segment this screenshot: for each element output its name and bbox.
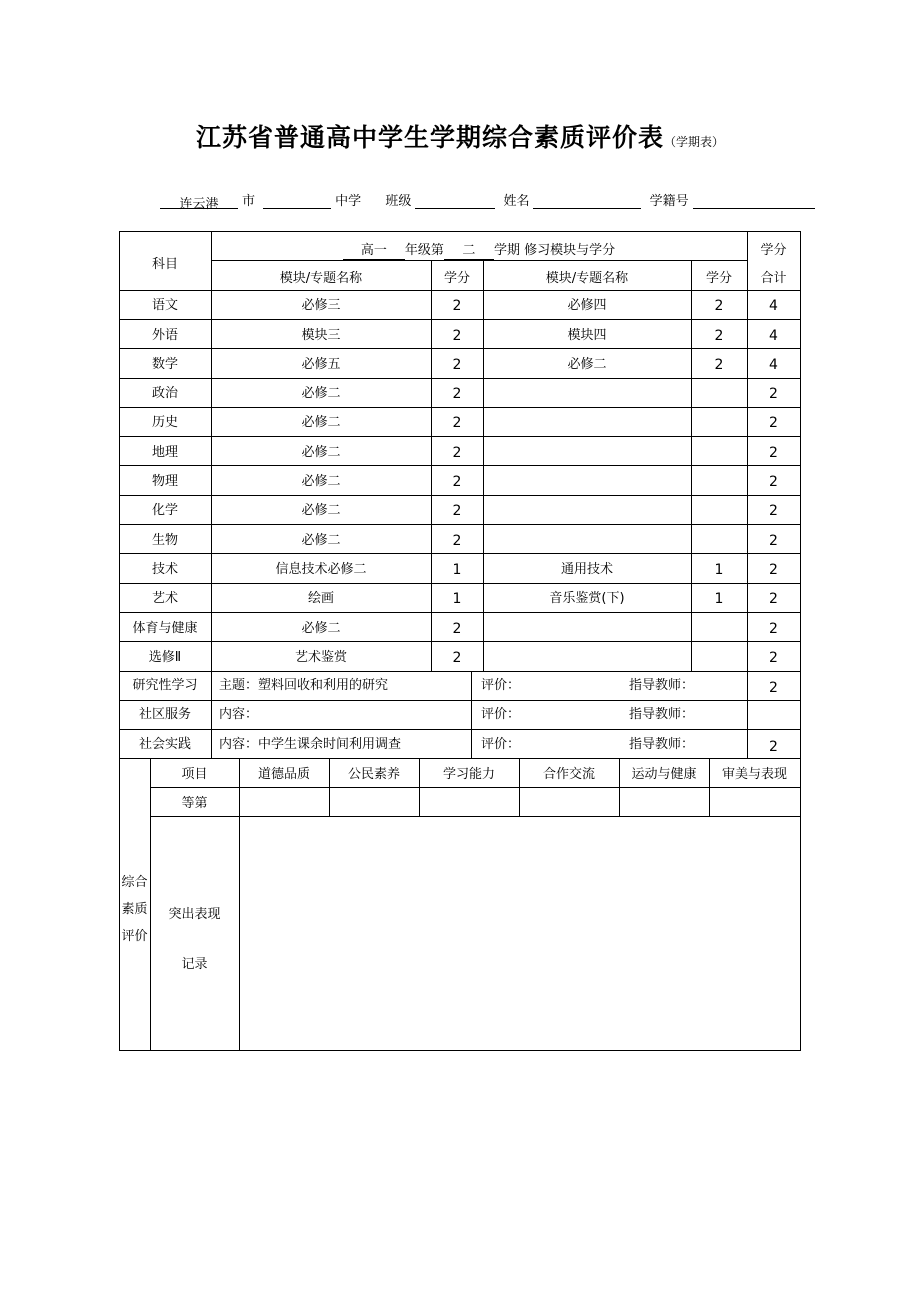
grid-line <box>119 378 801 379</box>
grade-cell[interactable] <box>330 788 418 815</box>
grid-line <box>119 319 801 320</box>
title-main: 江苏省普通高中学生学期综合素质评价表 <box>195 123 664 152</box>
credit-1: 2 <box>452 444 462 461</box>
class-field[interactable] <box>415 193 495 209</box>
activity-teacher: 指导教师： <box>629 736 695 752</box>
credit-total: 2 <box>769 444 778 461</box>
subject-name: 选修Ⅱ <box>148 649 182 665</box>
activity-evaluation: 评价： <box>481 707 521 723</box>
subject-name: 艺术 <box>151 591 178 607</box>
name-label: 姓名 <box>503 194 530 209</box>
class-label: 班级 <box>385 194 412 209</box>
credit-2: 2 <box>714 356 724 373</box>
subject-name: 历史 <box>151 415 178 431</box>
city-suffix: 市 <box>242 194 256 209</box>
header-total-line2: 合计 <box>760 271 787 286</box>
record-label-line2: 记录 <box>181 957 208 972</box>
module-1: 必修二 <box>301 386 341 402</box>
grid-line <box>119 524 801 525</box>
credit-1: 2 <box>452 415 462 432</box>
subject-name: 地理 <box>151 444 178 460</box>
subject-name: 外语 <box>151 327 178 343</box>
name-field[interactable] <box>533 193 641 209</box>
grid-line <box>471 671 472 760</box>
module-1: 必修二 <box>301 503 341 519</box>
header-module-name-2: 模块/专题名称 <box>545 271 629 286</box>
credit-total: 2 <box>769 386 778 403</box>
grid-line <box>119 495 801 496</box>
activity-teacher: 指导教师： <box>629 707 695 723</box>
activity-evaluation: 评价： <box>481 678 521 694</box>
module-1: 模块三 <box>301 327 341 343</box>
grade-text: 年级第 <box>404 243 444 258</box>
activity-content: 主题：塑料回收和利用的研究 <box>219 678 389 694</box>
credit-1: 2 <box>452 532 462 549</box>
header-total-line1: 学分 <box>760 243 787 258</box>
credit-2: 1 <box>714 561 724 578</box>
module-1: 必修二 <box>301 444 341 460</box>
grid-line <box>119 436 801 437</box>
module-1: 信息技术必修二 <box>275 561 367 577</box>
grade-cell[interactable] <box>620 788 708 815</box>
credit-1: 2 <box>452 327 462 344</box>
activity-evaluation: 评价： <box>481 736 521 752</box>
record-label-line1: 突出表现 <box>168 907 221 922</box>
student-id-field[interactable] <box>693 193 815 209</box>
header-credit-1: 学分 <box>443 271 470 286</box>
credit-total: 2 <box>769 415 778 432</box>
subject-name: 生物 <box>151 532 178 548</box>
term-text: 学期 修习模块与学分 <box>493 243 616 258</box>
module-1: 必修二 <box>301 474 341 490</box>
credit-total: 4 <box>769 298 778 315</box>
credit-1: 1 <box>452 591 462 608</box>
subject-name: 政治 <box>151 386 178 402</box>
module-1: 必修五 <box>301 356 341 372</box>
header-credit-2: 学分 <box>705 271 732 286</box>
item-label: 项目 <box>181 767 208 783</box>
credit-total: 2 <box>769 591 778 608</box>
grid-line <box>119 290 801 291</box>
evaluation-item: 运动与健康 <box>631 767 697 783</box>
credit-1: 2 <box>452 474 462 491</box>
activity-total: 2 <box>769 680 778 697</box>
activity-total: 2 <box>769 738 778 755</box>
credit-2: 2 <box>714 298 724 315</box>
evaluation-table <box>119 231 801 1051</box>
activity-teacher: 指导教师： <box>629 678 695 694</box>
grade-value[interactable]: 高一 <box>343 243 405 260</box>
module-1: 必修二 <box>301 532 341 548</box>
credit-total: 2 <box>769 649 778 666</box>
grid-line <box>119 407 801 408</box>
module-1: 绘画 <box>307 591 334 607</box>
grade-cell[interactable] <box>420 788 518 815</box>
grade-label: 等第 <box>181 796 208 812</box>
evaluation-item: 公民素养 <box>347 767 400 783</box>
table-border-bottom <box>119 1050 801 1051</box>
credit-total: 4 <box>769 356 778 373</box>
module-1: 必修二 <box>301 415 341 431</box>
grid-line <box>119 348 801 349</box>
grid-line <box>119 583 801 584</box>
activity-content: 内容：中学生课余时间利用调查 <box>219 736 402 752</box>
page-title <box>0 118 920 154</box>
module-1: 艺术鉴赏 <box>294 649 347 665</box>
credit-1: 2 <box>452 649 462 666</box>
module-2: 通用技术 <box>560 561 613 577</box>
grid-line <box>119 700 801 701</box>
record-area[interactable] <box>240 817 799 1049</box>
credit-total: 2 <box>769 474 778 491</box>
credit-total: 2 <box>769 620 778 637</box>
credit-1: 2 <box>452 386 462 403</box>
credit-total: 2 <box>769 532 778 549</box>
module-2: 必修四 <box>567 298 607 314</box>
header-subject: 科目 <box>151 257 178 272</box>
grade-cell[interactable] <box>240 788 328 815</box>
activity-name: 社会实践 <box>138 736 191 752</box>
grid-line <box>119 465 801 466</box>
module-1: 必修二 <box>301 620 341 636</box>
comprehensive-label-2: 素质 <box>121 902 148 917</box>
grid-line <box>119 729 801 730</box>
comprehensive-label-1: 综合 <box>121 875 148 890</box>
activity-name: 研究性学习 <box>132 678 198 694</box>
grid-line <box>119 671 801 672</box>
header-term-line <box>211 243 747 260</box>
table-border-top <box>119 231 801 232</box>
credit-1: 2 <box>452 620 462 637</box>
credit-total: 4 <box>769 327 778 344</box>
grid-line <box>211 260 748 261</box>
subject-name: 化学 <box>151 503 178 519</box>
credit-2: 2 <box>714 327 724 344</box>
credit-total: 2 <box>769 561 778 578</box>
school-field[interactable] <box>263 193 331 209</box>
subject-name: 技术 <box>151 561 178 577</box>
evaluation-item: 道德品质 <box>257 767 310 783</box>
school-suffix: 中学 <box>335 194 362 209</box>
subject-name: 数学 <box>151 356 178 372</box>
comprehensive-label-3: 评价 <box>121 929 148 944</box>
grid-line <box>119 612 801 613</box>
id-label: 学籍号 <box>649 194 689 209</box>
evaluation-item: 合作交流 <box>542 767 595 783</box>
grid-line <box>119 641 801 642</box>
evaluation-item: 审美与表现 <box>721 767 787 783</box>
subject-name: 物理 <box>151 474 178 490</box>
grade-cell[interactable] <box>710 788 799 815</box>
credit-2: 1 <box>714 591 724 608</box>
grid-line <box>211 671 212 760</box>
header-module-name-1: 模块/专题名称 <box>279 271 363 286</box>
subject-name: 语文 <box>151 298 178 314</box>
grid-line <box>119 758 801 759</box>
term-value[interactable]: 二 <box>444 243 494 260</box>
activity-content: 内容： <box>219 707 259 723</box>
city-field[interactable]: 连云港 <box>160 193 238 209</box>
credit-1: 2 <box>452 356 462 373</box>
module-2: 必修二 <box>567 356 607 372</box>
credit-total: 2 <box>769 503 778 520</box>
student-info-line <box>160 190 815 212</box>
credit-1: 1 <box>452 561 462 578</box>
module-1: 必修三 <box>301 298 341 314</box>
grid-line <box>119 553 801 554</box>
evaluation-item: 学习能力 <box>442 767 495 783</box>
module-2: 模块四 <box>567 327 607 343</box>
title-sub: （学期表） <box>664 135 725 149</box>
credit-1: 2 <box>452 298 462 315</box>
subject-name: 体育与健康 <box>132 620 198 636</box>
grade-cell[interactable] <box>520 788 618 815</box>
module-2: 音乐鉴赏(下) <box>549 591 625 607</box>
credit-1: 2 <box>452 503 462 520</box>
activity-name: 社区服务 <box>138 707 191 723</box>
